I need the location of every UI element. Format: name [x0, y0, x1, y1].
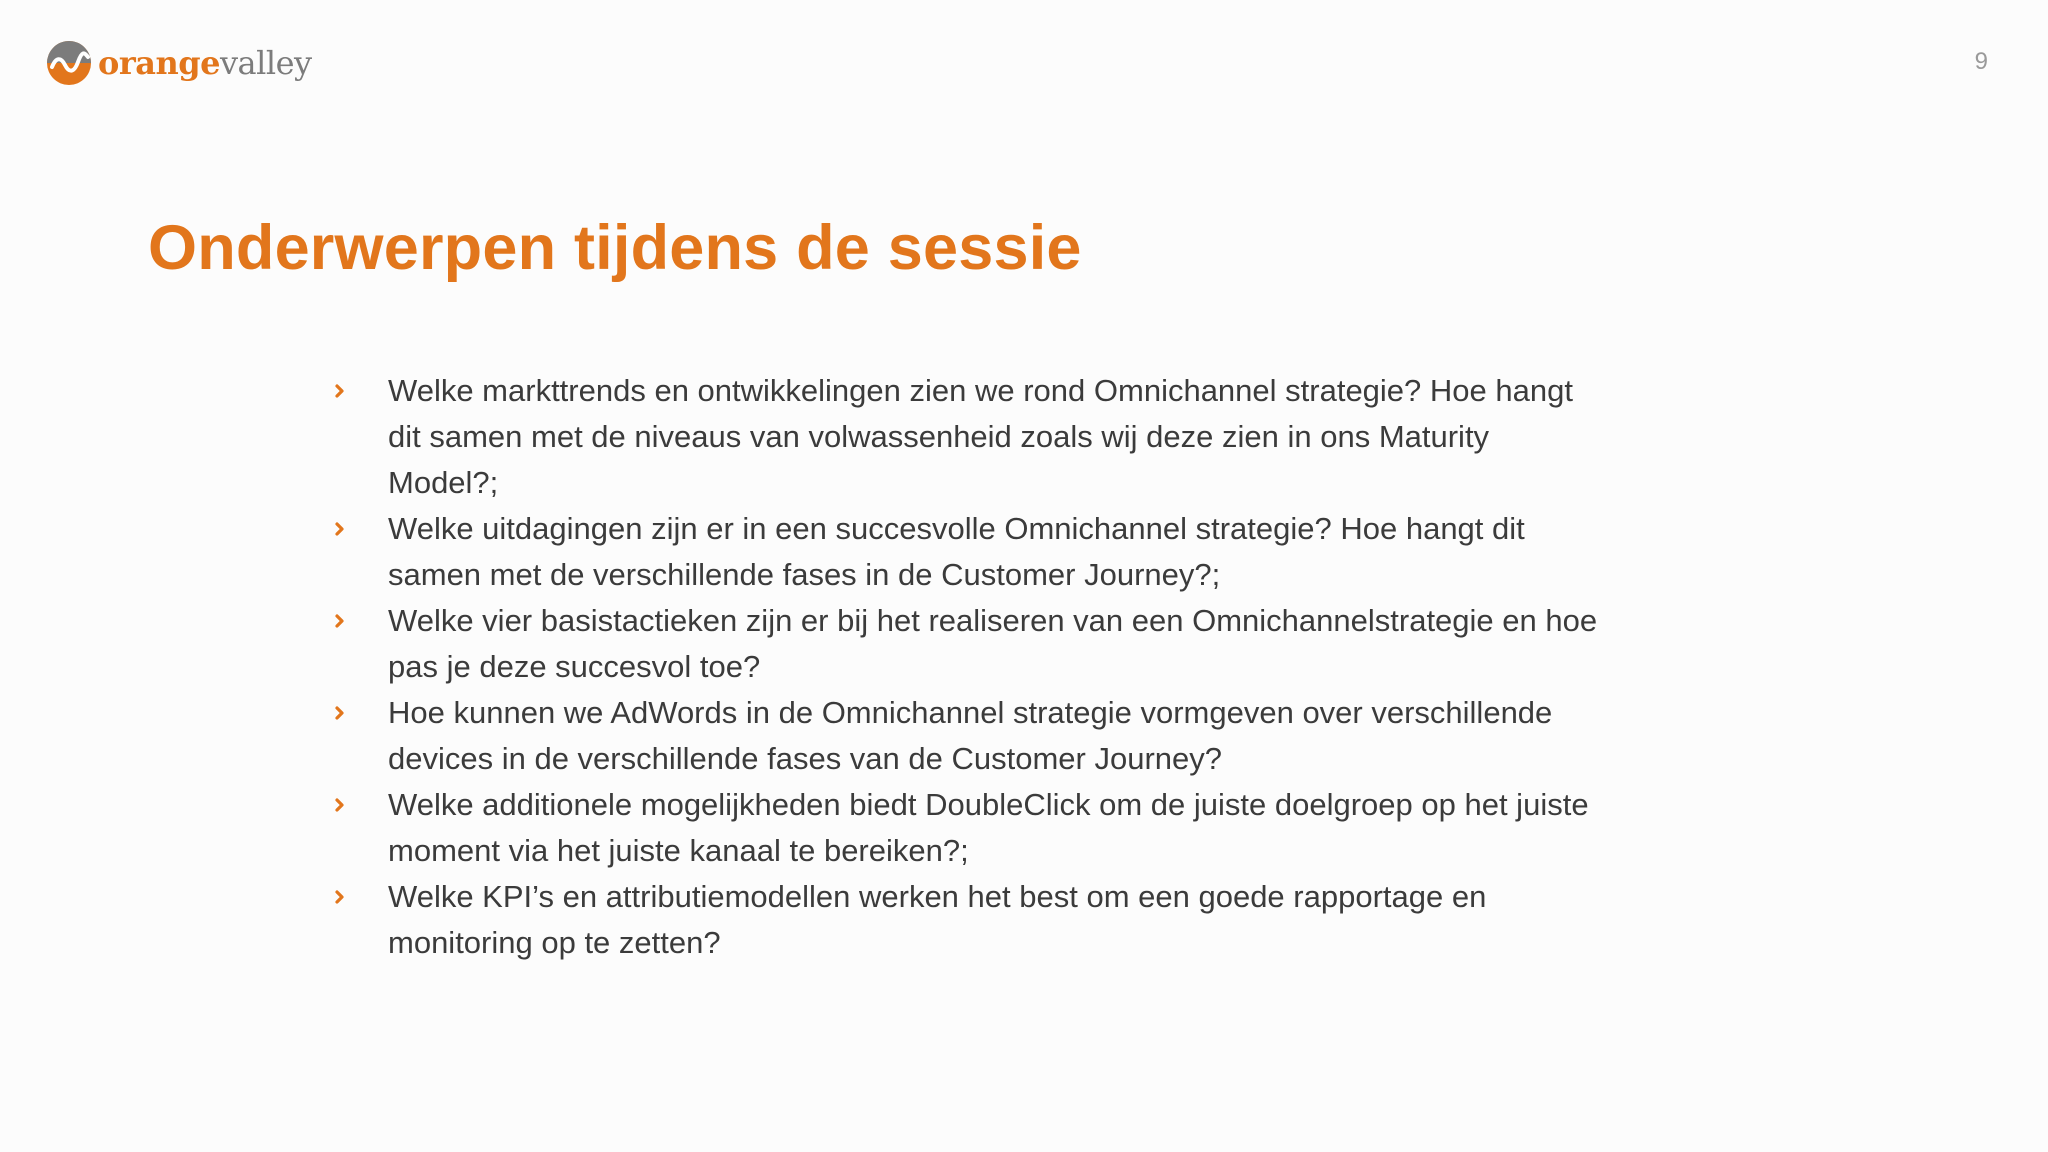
chevron-right-icon — [330, 598, 350, 644]
chevron-right-icon — [330, 506, 350, 552]
topic-item — [330, 690, 1600, 782]
logo-wordmark-valley: valley — [219, 44, 312, 82]
topic-list — [330, 368, 1600, 966]
slide-title: Onderwerpen tijdens de sessie — [148, 213, 1082, 283]
topic-text: Welke vier basistactieken zijn er bij het realiseren van een Omnichannelstrategie en hoe pas je deze succesvol toe? — [388, 603, 1598, 684]
logo-wordmark-orange: orange — [98, 44, 220, 82]
orangevalley-logo-icon — [46, 40, 92, 86]
logo-wordmark — [98, 44, 312, 82]
topic-text: Hoe kunnen we AdWords in de Omnichannel strategie vormgeven over verschillende devices in de verschillende fases van de Customer Journey? — [388, 695, 1553, 776]
topic-item — [330, 368, 1600, 506]
topic-text: Welke KPI’s en attributiemodellen werken het best om een goede rapportage en monitoring op te zetten? — [388, 879, 1487, 960]
topic-text: Welke markttrends en ontwikkelingen zien we rond Omnichannel strategie? Hoe hangt dit samen met de niveaus van volwassenheid zoals wij deze zien in ons Maturity Model?; — [388, 373, 1573, 500]
chevron-right-icon — [330, 782, 350, 828]
topic-text: Welke uitdagingen zijn er in een succesvolle Omnichannel strategie? Hoe hangt dit samen met de verschillende fases in de Customer Journey?; — [388, 511, 1525, 592]
topic-text: Welke additionele mogelijkheden biedt DoubleClick om de juiste doelgroep op het juiste moment via het juiste kanaal te bereiken?; — [388, 787, 1589, 868]
topic-item — [330, 598, 1600, 690]
topic-item — [330, 506, 1600, 598]
chevron-right-icon — [330, 690, 350, 736]
topic-item — [330, 782, 1600, 874]
topic-item — [330, 874, 1600, 966]
brand-logo — [46, 38, 312, 88]
page-number: 9 — [1974, 48, 1988, 75]
chevron-right-icon — [330, 368, 350, 414]
chevron-right-icon — [330, 874, 350, 920]
